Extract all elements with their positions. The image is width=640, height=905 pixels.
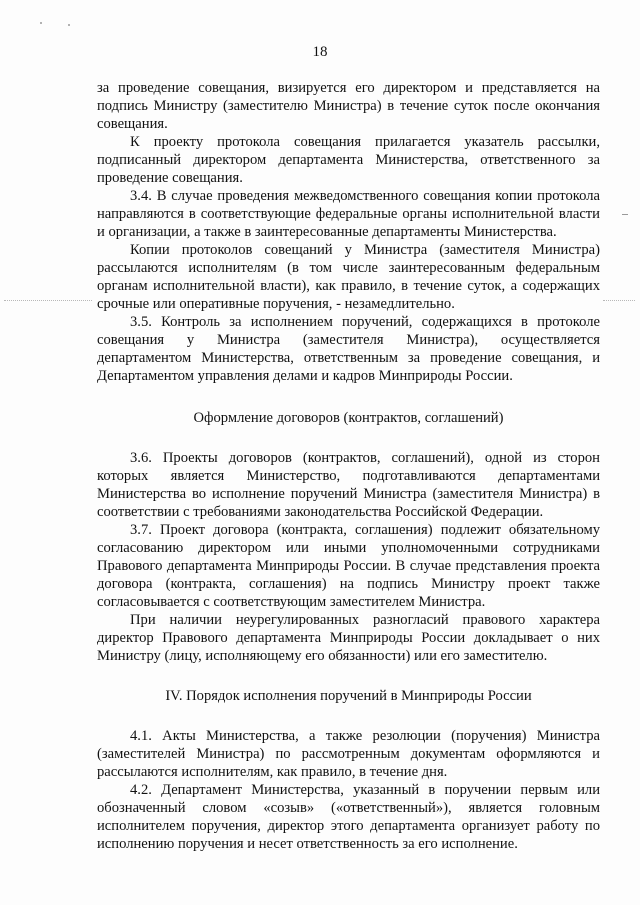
section-heading: Оформление договоров (контрактов, соглашений) (193, 410, 504, 426)
paragraph: 4.2. Департамент Министерства, указанный в поручении первым или обозначенный словом «созыв» («ответственный»), является головным исполнителем поручения, директор этого департамента организует работу по исполнению поручения и несет ответственность за его исполнение. (97, 782, 600, 852)
paragraph: 3.6. Проекты договоров (контрактов, соглашений), одной из сторон которых является Министерство, подготавливаются департаментами Министерства во исполнение поручений Министра (заместителя Министра) в соответствии с требованиями законодательства Российской Федерации. (97, 450, 600, 520)
paragraph: При наличии неурегулированных разногласий правового характера директор Правового департамента Минприроды России докладывает о них Министру (лицу, исполняющему его обязанности) или его заместителю. (97, 612, 600, 664)
chapter-heading: IV. Порядок исполнения поручений в Минприроды России (165, 688, 532, 704)
paragraph: Копии протоколов совещаний у Министра (заместителя Министра) рассылаются исполнителям (в том числе заинтересованным федеральным органам исполнительной власти), как правило, в течение суток, а содержащих срочные или оперативные поручения, - незамедлительно. (97, 242, 600, 312)
paragraph: 3.4. В случае проведения межведомственного совещания копии протокола направляются в соответствующие федеральные органы исполнительной власти и организации, а также в заинтересованные департаменты Министерства. (97, 188, 600, 240)
scan-artifact-line (603, 300, 635, 302)
scan-speck (68, 24, 70, 26)
scan-speck (40, 22, 42, 24)
paragraph: за проведение совещания, визируется его директором и представляется на подпись Министру (заместителю Министра) в течение суток после окончания совещания. (97, 80, 600, 132)
paragraph: 4.1. Акты Министерства, а также резолюции (поручения) Министра (заместителей Министра) по рассмотренным документам оформляются и рассылаются исполнителям, как правило, в течение дня. (97, 728, 600, 780)
paragraph: 3.5. Контроль за исполнением поручений, содержащихся в протоколе совещания у Министра (заместителя Министра), осуществляется департаментом Министерства, ответственным за проведение совещания, и Департаментом управления делами и кадров Минприроды России. (97, 314, 600, 384)
scan-artifact-line (4, 300, 92, 302)
paragraph: 3.7. Проект договора (контракта, соглашения) подлежит обязательному согласованию директором или иными уполномоченными сотрудниками Правового департамента Минприроды России. В случае представления проекта договора (контракта, соглашения) на подпись Министру проект также согласовывается с соответствующим заместителем Министра. (97, 522, 600, 610)
document-body (97, 79, 600, 853)
page-number: 18 (312, 44, 328, 60)
paragraph: К проекту протокола совещания прилагается указатель рассылки, подписанный директором департамента Министерства, ответственного за проведение совещания. (97, 134, 600, 186)
scan-speck (622, 214, 628, 215)
